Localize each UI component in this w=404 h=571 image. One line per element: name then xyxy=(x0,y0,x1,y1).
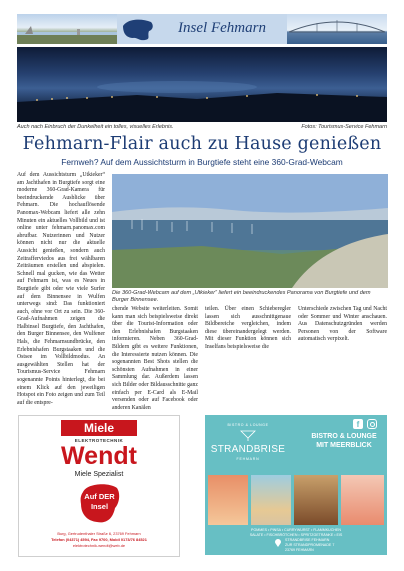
article-column-4 xyxy=(298,306,387,344)
body-text: Auf dem Aussichtsturm „Utkieker“ am Jachthafen in Burgtiefe sorgt eine moderne 360-Grad-Kamera für beeindruckende Ausblicke über Fehmarn. Die hochauflösende Panomax-Webcam liefert alle zehn Minuten ein aktuelles Vollbild und ist online unter fehmarn.panomax.com abrufbar. Nutzerinnen und Nutzer können nicht nur die aktuelle Aussicht genießen, sondern auch Zeitrafferviedos aus frei wählbaren Zeiträumen erstellen und abspielen. Schnell mal gucken, wie das Wetter auf Fehmarn ist, was es Neues in Burgtiefe gibt oder wie viele Surfer auf dem Binnensee in Wulfen unterwegs sind: Das funktioniert auch, ohne vor Ort zu sein. Die 360-Grad-Aufnahmen zeigen die Halbinsel Burgtiefe, den Jachthafen, den Burger Binnensee, den Wulfener Hals, die Fehmarnsundbrücke, den Erlebnishafen Burgstaaken und die Ostsee im Vollbildmodus. An ausgewählten Stellen hat der Tourismus-Service Fehmarn sogenannte Points hinterlegt, die bei einem Klick auf den jeweiligen Hotspot ein Foto zeigen und zum Teil auf die entspre- xyxy=(17,172,105,406)
night-harbour-image xyxy=(17,47,387,122)
menu-line-1: POMMES • PINSA • CURRYWURST • FLAMMKUCHEN xyxy=(251,528,341,532)
header-photo-right xyxy=(287,14,387,44)
ice-cream-photo xyxy=(341,475,384,525)
instagram-icon[interactable] xyxy=(367,419,377,429)
island-badge xyxy=(77,480,122,526)
banner-line-2: MIT MEERBLICK xyxy=(316,442,372,449)
drink-photo xyxy=(208,475,248,525)
ad-tagline: Miele Spezialist xyxy=(74,471,124,478)
article-title: Fehmarn-Flair auch zu Hause genießen xyxy=(22,134,382,154)
webcam-panorama-photo xyxy=(112,174,388,288)
badge-line-2: Insel xyxy=(90,502,109,511)
bridge-photo xyxy=(287,14,387,44)
header-banner xyxy=(117,14,287,44)
article-column-2 xyxy=(112,306,198,412)
location-pin-icon xyxy=(275,539,281,547)
ad-phone: Telefon (04371) 4594, Fax 9700, Mobil 0173/76 84521 xyxy=(51,537,147,542)
ad-address: Burg, Gertrudenthaler Straße 6, 23769 Fehmarn xyxy=(57,531,141,536)
header-photo-left xyxy=(17,14,117,44)
beach-photo xyxy=(251,475,291,525)
logo-sub: FEHMARN xyxy=(236,457,260,461)
photo-credit: Fotos: Tourismus-Service Fehmarn xyxy=(301,124,387,130)
banner-line-1: BISTRO & LOUNGE xyxy=(311,433,377,440)
body-text: teilen. Über einen Schieberegler lassen sich ausschnittgenaue Bildbereiche vergleichen, indem diese übereinandergelegt werden. Mit dieser Funktion können sich Inselfans beispielsweise die xyxy=(205,306,291,350)
header-title: Insel Fehmarn xyxy=(178,20,266,36)
hero-caption: Auch nach Einbruch der Dunkelheit ein tolles, visuelles Erlebnis. xyxy=(17,124,174,130)
hero-night-photo xyxy=(17,47,387,122)
food-photo xyxy=(294,475,338,525)
logo-arc-text: BISTRO & LOUNGE xyxy=(227,423,269,427)
body-text: chende Website weiterleiten. Somit kann man sich beispielsweise direkt über die Tourist-Information oder den Erlebnishafen Burgstaaken informieren. Neben 360-Grad-Bildern gibt es weitere Funktionen, die Interessierte nutzen können. Die sogenannten Best Shots stellen die schönsten Aufnahmen in einer Sammlung dar. Außerdem lassen sich Bilder oder Bildausschnitte ganz einfach per E-Card als E-Mail versenden oder auf Facebook oder anderen Kanälen xyxy=(112,306,198,411)
badge-line-1: Auf DER xyxy=(84,492,115,501)
facebook-icon[interactable]: f xyxy=(353,419,363,429)
cocktail-glass-icon xyxy=(240,430,256,442)
ad-kicker: ELEKTROTECHNIK xyxy=(74,438,124,443)
advertisement-miele-wendt[interactable] xyxy=(18,415,180,557)
article-column-3 xyxy=(205,306,291,352)
address-line-2: ZUR STRANDPROMENADE 7 xyxy=(285,543,335,547)
menu-line-2: SALATE • FISCHBRÖTCHEN • SPRITZGETRÄNKE • EIS xyxy=(249,533,343,537)
address-line-1: STRANDBRISE FEHMARN xyxy=(285,538,330,542)
harbour-panorama-image xyxy=(112,174,388,288)
island-logo-icon xyxy=(121,16,155,42)
advertisement-strandbrise[interactable] xyxy=(205,415,387,555)
coast-photo xyxy=(17,14,117,44)
ad-email[interactable]: elektrotechnik-wendt@web.de xyxy=(72,543,126,548)
body-text: Unterschiede zwischen Tag und Nacht oder Sommer und Winter anschauen. Aus Datenschutzgründen werden Personen von der Software automatisch verpixelt. xyxy=(298,306,387,343)
miele-logo: Miele xyxy=(61,420,137,436)
strandbrise-logo xyxy=(205,415,291,477)
article-subtitle: Fernweh? Auf dem Aussichtsturm in Burgtiefe steht eine 360-Grad-Webcam xyxy=(61,157,343,167)
article-column-1 xyxy=(17,172,105,407)
wendt-logo: Wendt xyxy=(61,442,137,470)
address-line-3: 23769 FEHMARN xyxy=(285,548,314,552)
strandbrise-wordmark: STRANDBRISE xyxy=(210,444,286,455)
photo-caption: Die 360-Grad-Webcam auf dem „Utkieker“ liefert ein beeindruckendes Panorama von Burgtiefe und dem Burger Binnensee. xyxy=(112,290,371,303)
